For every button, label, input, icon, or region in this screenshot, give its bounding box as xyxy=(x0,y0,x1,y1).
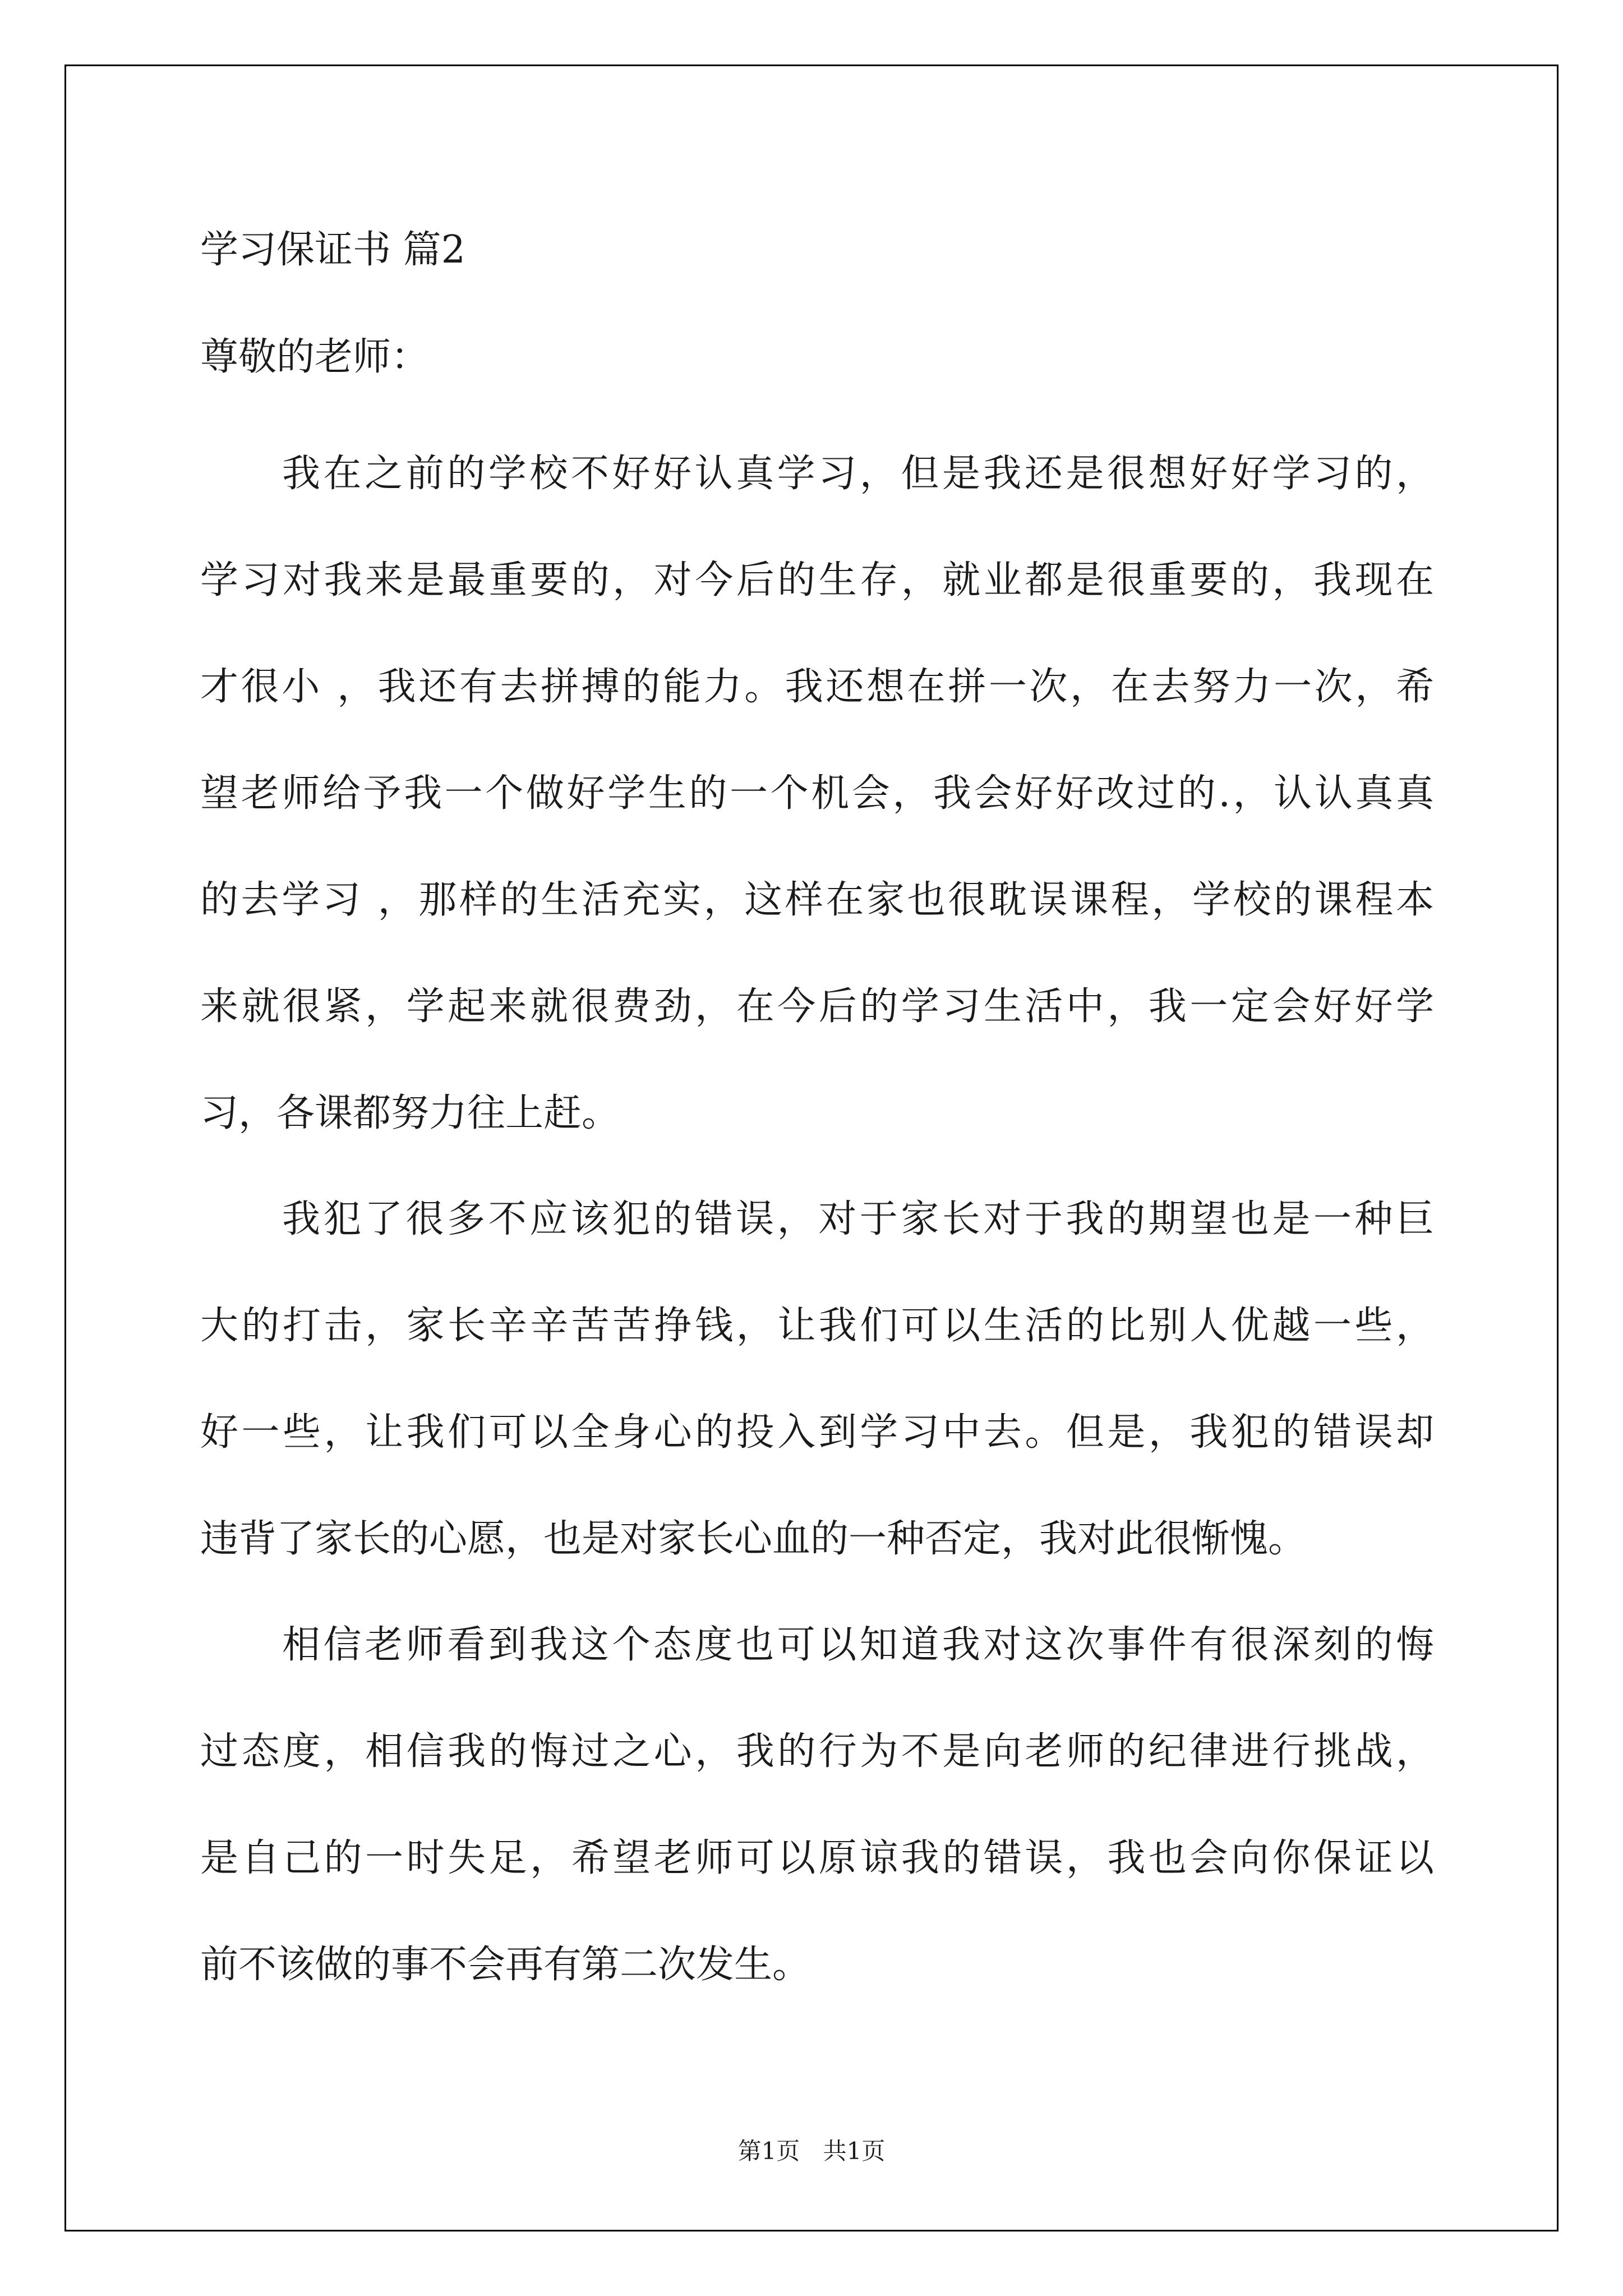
document-title: 学习保证书 篇2 xyxy=(200,228,465,272)
paragraph-line: 来就很紧，学起来就很费劲，在今后的学习生活中，我一定会好好学 xyxy=(200,984,1434,1029)
paragraph-line: 学习对我来是最重要的，对今后的生存，就业都是很重要的，我现在 xyxy=(200,558,1434,602)
paragraph-line: 过态度，相信我的悔过之心，我的行为不是向老师的纪律进行挑战， xyxy=(200,1729,1434,1774)
paragraph-line: 我在之前的学校不好好认真学习，但是我还是很想好好学习的， xyxy=(282,452,1434,496)
paragraph-line: 才很小 ，我还有去拼搏的能力。我还想在拼一次，在去努力一次，希 xyxy=(200,665,1434,709)
page-total: 共1页 xyxy=(823,2137,886,2165)
page-number: 第1页 xyxy=(737,2137,800,2165)
paragraph-line: 违背了家长的心愿，也是对家长心血的一种否定，我对此很惭愧。 xyxy=(200,1517,1307,1561)
paragraph-line: 好一些，让我们可以全身心的投入到学习中去。但是，我犯的错误却 xyxy=(200,1410,1434,1455)
paragraph-line: 我犯了很多不应该犯的错误，对于家长对于我的期望也是一种巨 xyxy=(282,1197,1434,1241)
paragraph-3 xyxy=(200,1614,1434,2041)
page-footer xyxy=(0,2133,1623,2166)
paragraph-line: 是自己的一时失足，希望老师可以原谅我的错误，我也会向你保证以 xyxy=(200,1836,1434,1880)
paragraph-line: 习，各课都努力往上赶。 xyxy=(200,1091,620,1135)
salutation: 尊敬的老师： xyxy=(200,335,430,379)
paragraph-line: 相信老师看到我这个态度也可以知道我对这次事件有很深刻的悔 xyxy=(282,1623,1434,1667)
paragraph-1 xyxy=(200,443,1434,1189)
paragraph-2 xyxy=(200,1189,1434,1615)
paragraph-line: 望老师给予我一个做好学生的一个机会，我会好好改过的.，认认真真 xyxy=(200,771,1434,816)
paragraph-line: 大的打击，家长辛辛苦苦挣钱，让我们可以生活的比别人优越一些， xyxy=(200,1304,1434,1348)
paragraph-line: 前不该做的事不会再有第二次发生。 xyxy=(200,1943,811,1987)
paragraph-line: 的去学习 ，那样的生活充实，这样在家也很耽误课程，学校的课程本 xyxy=(200,878,1434,922)
